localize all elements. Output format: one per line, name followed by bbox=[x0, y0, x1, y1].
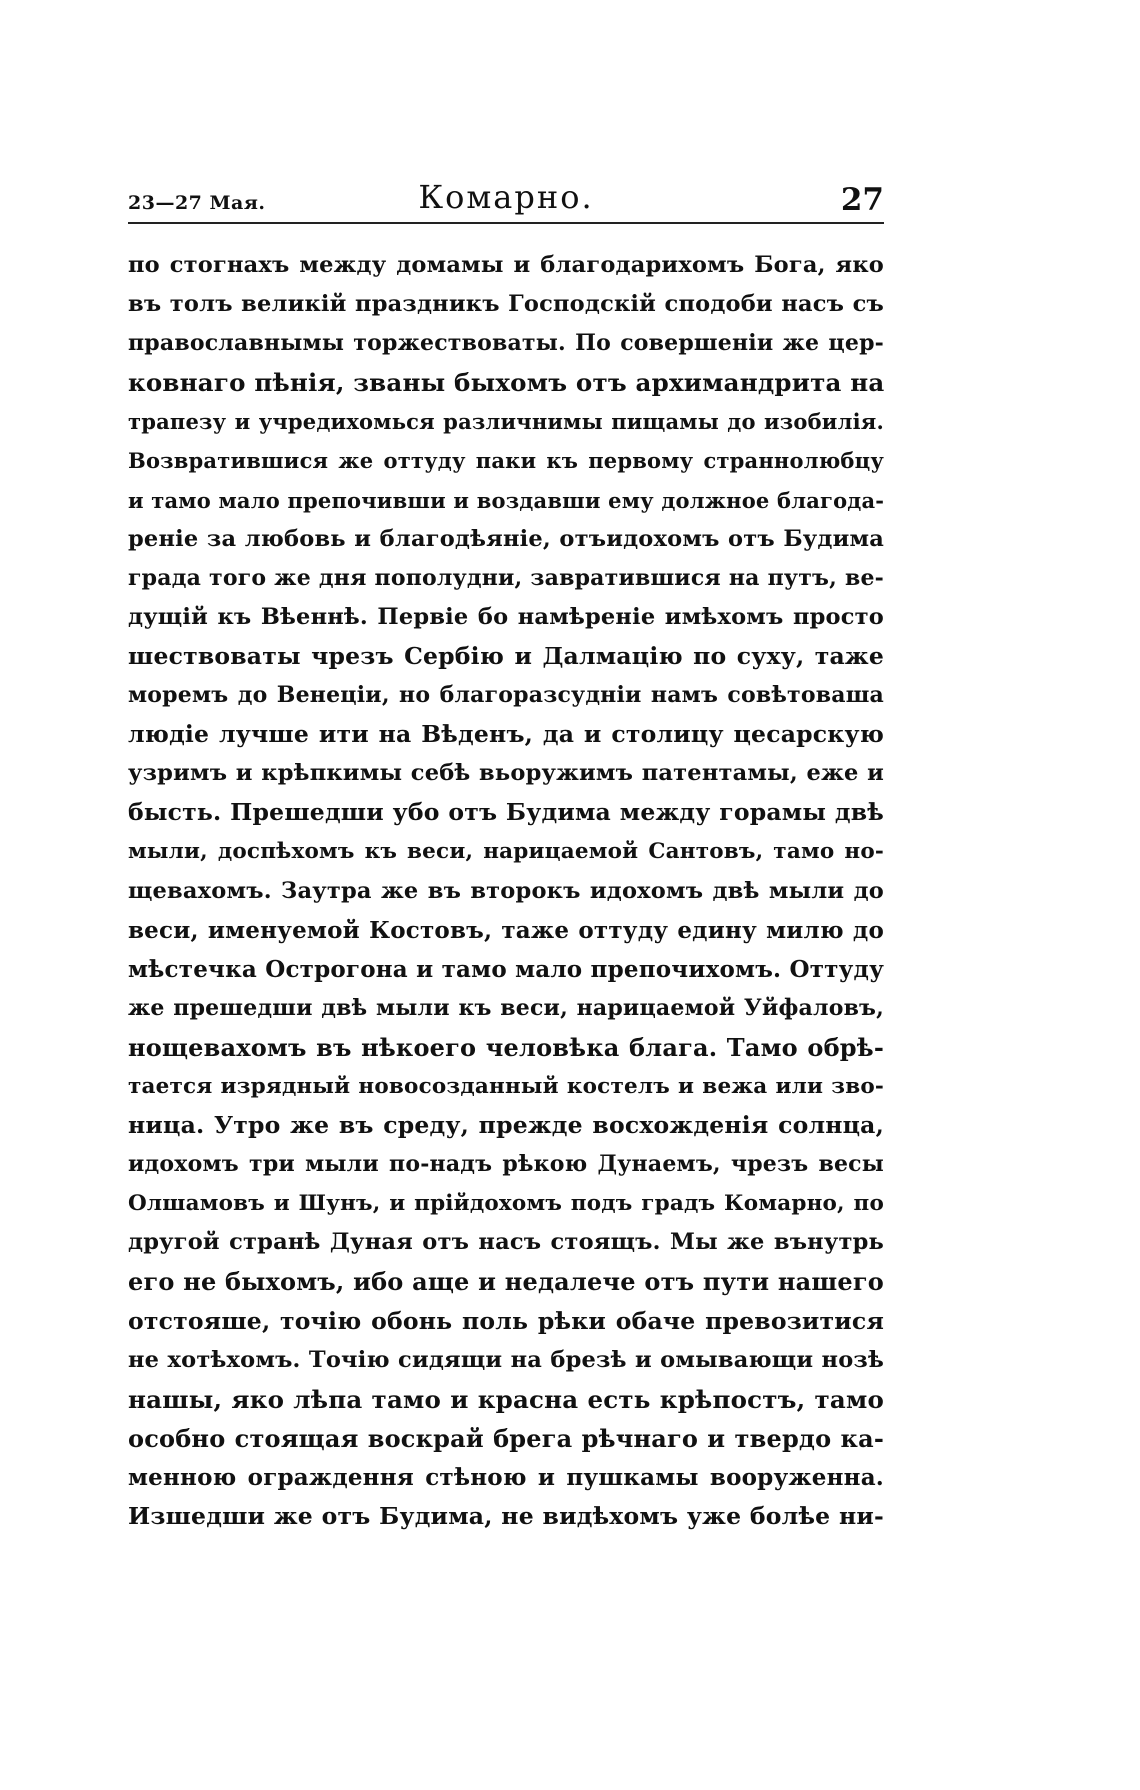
text-line: ковнаго пѣнія, званы быхомъ отъ архимандрита на bbox=[128, 368, 884, 398]
text-line: же прешедши двѣ мыли къ веси, нарицаемой Уйфаловъ, bbox=[128, 994, 884, 1021]
text-line: узримъ и крѣпкимы себѣ вьоружимъ патентамы, еже и bbox=[128, 760, 884, 787]
text-line: идохомъ три мыли по-надъ рѣкою Дунаемъ, чрезъ весы bbox=[128, 1151, 884, 1178]
date-range: 23—27 Мая. bbox=[128, 192, 266, 214]
text-line: моремъ до Венеціи, но благоразсудніи намъ совѣтоваша bbox=[128, 682, 884, 709]
body-text bbox=[128, 246, 884, 1536]
text-line: бысть. Прешедши убо отъ Будима между горамы двѣ bbox=[128, 798, 884, 827]
text-line: нощевахомъ въ нѣкоего человѣка блага. Тамо обрѣ- bbox=[128, 1032, 884, 1062]
text-line: Возвратившися же оттуду паки къ первому страннолюбцу bbox=[128, 448, 884, 474]
text-line: реніе за любовь и благодѣяніе, отъидохомъ отъ Будима bbox=[128, 525, 884, 552]
text-line: мѣстечка Острогона и тамо мало препочихомъ. Оттуду bbox=[128, 955, 884, 983]
running-head bbox=[128, 178, 884, 222]
text-line: щевахомъ. Заутра же въ второкъ идохомъ двѣ мыли до bbox=[128, 877, 884, 904]
text-line: Изшедши же отъ Будима, не видѣхомъ уже болѣе ни- bbox=[128, 1502, 884, 1530]
header-rule bbox=[128, 222, 884, 224]
text-line: дущій къ Вѣеннѣ. Первіе бо намѣреніе имѣхомъ просто bbox=[128, 603, 884, 630]
text-line: въ толъ великій праздникъ Господскій сподоби насъ съ bbox=[128, 291, 884, 318]
text-line: тается изрядный новосозданный костелъ и вежа или зво- bbox=[128, 1073, 884, 1099]
text-line: ница. Утро же въ среду, прежде восхожденія солнца, bbox=[128, 1111, 884, 1140]
text-line: отстояше, точію обонь поль рѣки обаче превозитися bbox=[128, 1306, 884, 1335]
text-line: шествоваты чрезъ Сербію и Далмацію по суху, таже bbox=[128, 641, 884, 670]
text-line: православнымы торжествоваты. По совершеніи же цер- bbox=[128, 330, 884, 357]
text-line: по стогнахъ между домамы и благодарихомъ Бога, яко bbox=[128, 252, 884, 278]
text-line: мыли, доспѣхомъ къ веси, нарицаемой Сантовъ, тамо но- bbox=[128, 839, 884, 865]
text-line: града того же дня пополудни, завратившися на путъ, ве- bbox=[128, 564, 884, 591]
page-number: 27 bbox=[840, 182, 884, 218]
text-line: его не быхомъ, ибо аще и недалече отъ пути нашего bbox=[128, 1267, 884, 1297]
text-line: Олшамовъ и Шунъ, и прійдохомъ подъ градъ Комарно, по bbox=[128, 1191, 884, 1217]
text-line: нашы, яко лѣпа тамо и красна есть крѣпостъ, тамо bbox=[128, 1384, 884, 1414]
text-line: другой странѣ Дуная отъ насъ стоящъ. Мы же вънутрь bbox=[128, 1229, 884, 1256]
text-line: и тамо мало препочивши и воздавши ему должное благода- bbox=[128, 487, 884, 513]
page-title: Комарно. bbox=[418, 178, 594, 216]
text-line: людіе лучше ити на Вѣденъ, да и столицу цесарскую bbox=[128, 720, 884, 749]
text-line: особно стоящая воскрай брега рѣчнаго и твердо ка- bbox=[128, 1423, 884, 1453]
text-line: трапезу и учредихомься различнимы пищамы до изобилія. bbox=[128, 409, 884, 435]
text-line: менною ограждення стѣною и пушкамы вооруженна. bbox=[128, 1463, 884, 1491]
text-line: веси, именуемой Костовъ, таже оттуду едину милю до bbox=[128, 916, 884, 944]
text-line: не хотѣхомъ. Точію сидящи на брезѣ и омывающи нозѣ bbox=[128, 1346, 884, 1373]
